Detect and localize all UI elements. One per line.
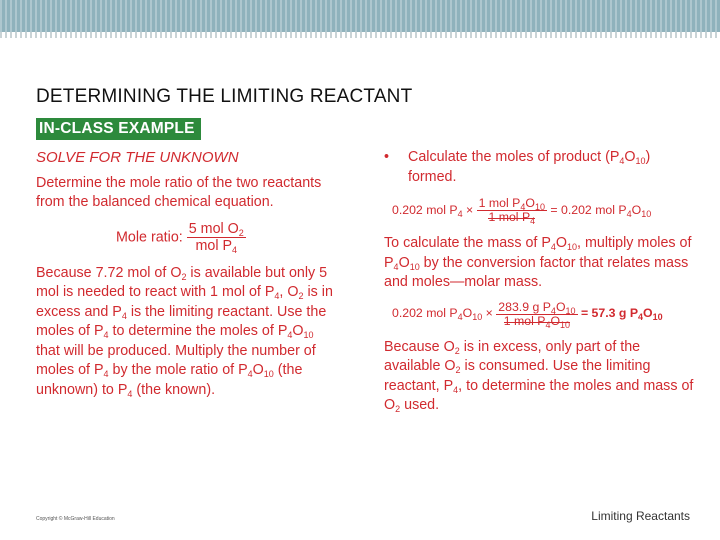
subhead: SOLVE FOR THE UNKNOWN <box>36 149 239 166</box>
left-paragraph-1: Determine the mole ratio of the two reactants from the balanced chemical equation. <box>36 174 322 210</box>
mole-ratio <box>116 221 336 254</box>
right-column <box>384 148 694 416</box>
eq2-lhs: 0.202 mol $P_4O_{10}$ × <box>392 306 493 323</box>
bullet-dot: • <box>384 149 390 165</box>
mole-ratio-fraction <box>187 221 246 254</box>
eq2-rhs: = 57.3 g $P_4O_{10}$ <box>580 306 663 323</box>
left-paragraph-2: Because 7.72 mol of $O_2$ is available but only 5 mol is needed to react with 1 mol of $P_4$, $O_2$ is in excess and $P_4$ is the limiting reactant. Use the moles of $P_4$ to determine the moles of $P_4O_{10}$ that will be produced. Multiply the number of moles of $P_4$ by the mole ratio of $P_4O_{10}$ (the unknown) to $P_4$ (the known). <box>36 264 333 399</box>
eq1-lhs: 0.202 mol $P_4$ × <box>392 202 474 219</box>
left-column <box>36 148 336 400</box>
footer-label: Limiting Reactants <box>591 509 690 523</box>
eq1-rhs: = 0.202 mol $P_4O_{10}$ <box>550 202 652 219</box>
eq2-numerator: 283.9 g $P_4O_{10}$ <box>498 299 576 316</box>
right-paragraph-2: Because $O_2$ is in excess, only part of the available $O_2$ is consumed. Use the limiting reactant, $P_4$, to determine the moles and mass of $O_2$ used. <box>384 338 694 414</box>
eq1-fraction <box>477 197 547 224</box>
mole-ratio-numerator: 5 mol $O_2$ <box>188 220 244 238</box>
right-paragraph-1: To calculate the mass of $P_4O_{10}$, multiply moles of $P_4O_{10}$ by the conversion factor that relates mass and moles—molar mass. <box>384 235 692 290</box>
eq1-numerator: 1 mol $P_4O_{10}$ <box>478 196 545 212</box>
bullet-item <box>384 148 694 187</box>
header-divider <box>0 32 720 38</box>
bullet-text: Calculate the moles of product $(P_4O_{10})$ formed. <box>408 149 651 185</box>
mole-ratio-label: Mole ratio: <box>116 228 183 245</box>
copyright-notice: Copyright © McGraw-Hill Education <box>36 516 115 522</box>
slide-title: DETERMINING THE LIMITING REACTANT <box>36 86 413 107</box>
eq1-denominator: 1 mol $P_4$ <box>488 210 536 226</box>
eq2-denominator: 1 mol $P_4O_{10}$ <box>503 313 571 330</box>
eq2-fraction <box>496 301 577 328</box>
mole-ratio-denominator: mol $P_4$ <box>195 237 238 255</box>
header-bar <box>0 0 720 32</box>
equation-mass <box>392 301 694 328</box>
in-class-example-badge: IN-CLASS EXAMPLE <box>36 118 201 140</box>
equation-moles <box>392 197 694 224</box>
